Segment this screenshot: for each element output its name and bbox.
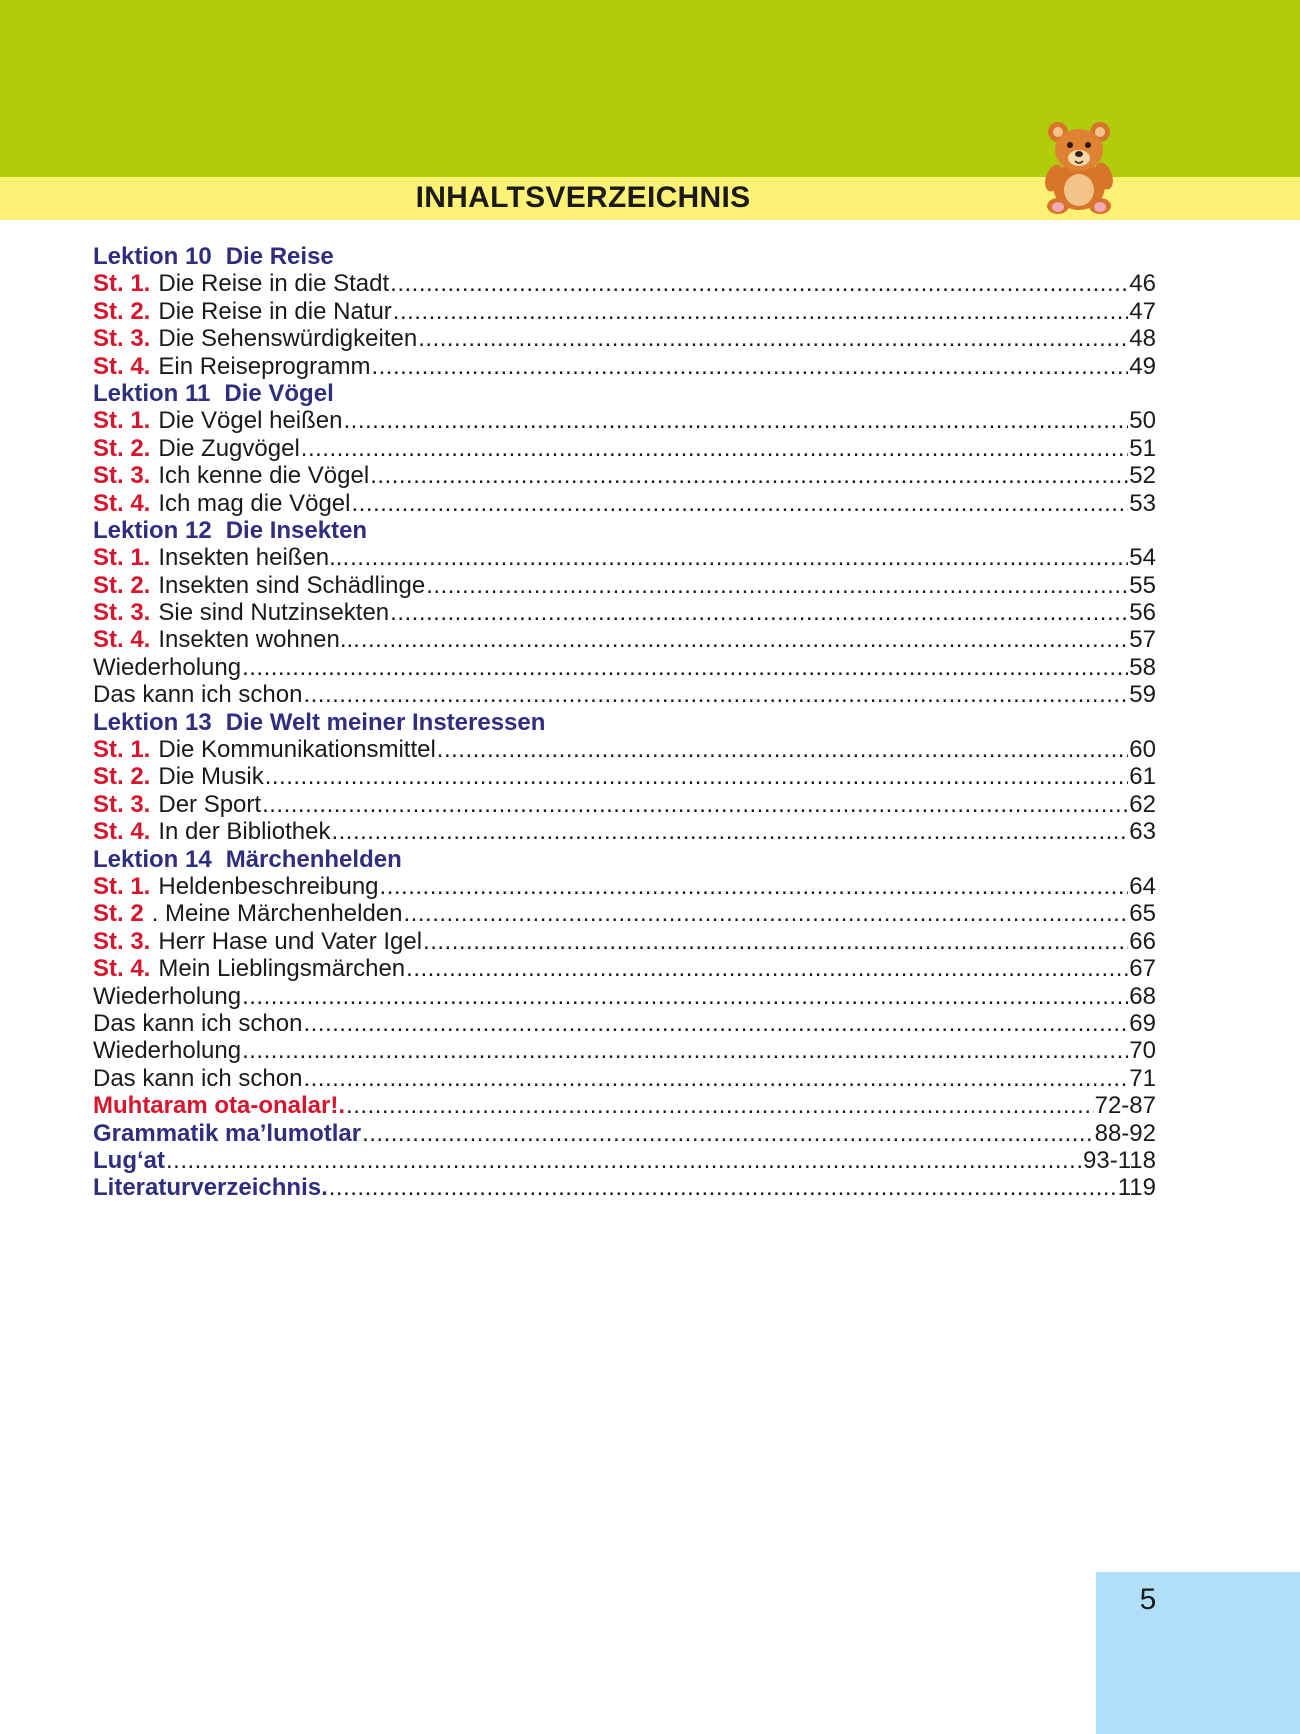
entry-title: Ich mag die Vögel xyxy=(158,489,351,517)
entry-page-number: 46 xyxy=(1129,270,1156,298)
entry-prefix: St. 4. xyxy=(93,352,151,380)
entry-prefix: St. 2. xyxy=(93,297,151,325)
dot-leader xyxy=(426,572,1128,599)
entry-page-number: 54 xyxy=(1129,544,1156,572)
entry-prefix: St. 2. xyxy=(93,763,151,791)
dot-leader xyxy=(406,955,1128,982)
entry-page-number: 50 xyxy=(1129,407,1156,435)
dot-leader xyxy=(242,654,1128,681)
entry-page-number: 65 xyxy=(1129,900,1156,928)
toc-lesson-heading xyxy=(93,846,1156,873)
entry-title: Heldenbeschreibung xyxy=(158,872,379,900)
toc-entry xyxy=(93,572,1156,599)
lesson-number: Lektion 11 xyxy=(93,379,211,407)
lesson-number: Lektion 10 xyxy=(93,243,212,270)
toc-lesson-heading xyxy=(93,243,1156,270)
dot-leader xyxy=(303,1065,1128,1092)
entry-page-number: 55 xyxy=(1129,571,1156,599)
dot-leader xyxy=(301,435,1129,462)
entry-prefix: St. 2. xyxy=(93,571,151,599)
entry-page-number: 67 xyxy=(1129,955,1156,983)
toc-lesson-heading xyxy=(93,709,1156,736)
toc-entry xyxy=(93,353,1156,380)
entry-prefix: St. 2. xyxy=(93,434,151,462)
entry-title: . Meine Märchenhelden xyxy=(151,900,403,928)
entry-title: Wiederholung xyxy=(93,1037,242,1065)
entry-page-number: 69 xyxy=(1129,1009,1156,1037)
entry-title: In der Bibliothek xyxy=(158,818,331,846)
entry-page-number: 58 xyxy=(1129,653,1156,681)
dot-leader xyxy=(265,763,1129,790)
dot-leader xyxy=(331,818,1128,845)
entry-prefix: St. 3. xyxy=(93,599,151,627)
table-of-contents xyxy=(93,243,1156,1202)
toc-entry xyxy=(93,544,1156,571)
entry-title: Muhtaram ota-onalar!. xyxy=(93,1092,346,1120)
entry-prefix: St. 1. xyxy=(93,872,151,900)
entry-prefix: St. 3. xyxy=(93,462,151,490)
lesson-title: Die Vögel xyxy=(224,379,334,407)
lesson-number: Lektion 13 xyxy=(93,708,212,736)
entry-page-number: 47 xyxy=(1129,297,1156,325)
toc-entry xyxy=(93,736,1156,763)
dot-leader xyxy=(390,270,1128,297)
toc-entry xyxy=(93,791,1156,818)
entry-title: Die Sehenswürdigkeiten xyxy=(158,325,418,353)
entry-page-number: 64 xyxy=(1129,872,1156,900)
entry-page-number: 70 xyxy=(1129,1037,1156,1065)
toc-entry xyxy=(93,298,1156,325)
toc-entry xyxy=(93,983,1156,1010)
entry-page-number: 61 xyxy=(1129,763,1156,791)
lesson-number: Lektion 14 xyxy=(93,845,212,873)
entry-page-number: 93-118 xyxy=(1083,1146,1156,1174)
toc-entry xyxy=(93,681,1156,708)
toc-entry xyxy=(93,1092,1156,1119)
lesson-title: Märchenhelden xyxy=(225,845,402,873)
toc-entry xyxy=(93,1147,1156,1174)
dot-leader xyxy=(390,599,1128,626)
entry-page-number: 49 xyxy=(1129,352,1156,380)
entry-prefix: St. 1. xyxy=(93,544,151,572)
toc-entry xyxy=(93,1037,1156,1064)
entry-title: Ein Reiseprogramm xyxy=(158,352,371,380)
teddy-bear-icon xyxy=(1038,120,1120,216)
entry-title: Literaturverzeichnis. xyxy=(93,1174,328,1202)
lesson-title: Die Welt meiner Insteressen xyxy=(225,708,546,736)
entry-prefix: St. 2 xyxy=(93,900,144,928)
toc-entry xyxy=(93,407,1156,434)
entry-prefix: St. 4. xyxy=(93,489,151,517)
dot-leader xyxy=(393,298,1129,325)
toc-entry xyxy=(93,599,1156,626)
toc-lesson-heading xyxy=(93,380,1156,407)
entry-page-number: 48 xyxy=(1129,325,1156,353)
entry-title: Die Reise in die Stadt xyxy=(158,270,390,298)
entry-prefix: St. 4. xyxy=(93,955,151,983)
dot-leader xyxy=(329,1174,1117,1201)
toc-entry xyxy=(93,1010,1156,1037)
entry-prefix: St. 3. xyxy=(93,927,151,955)
entry-title: Die Vögel heißen xyxy=(158,407,343,435)
dot-leader xyxy=(361,626,1128,653)
toc-entry xyxy=(93,873,1156,900)
toc-entry xyxy=(93,626,1156,653)
page-title: INHALTSVERZEICHNIS xyxy=(415,181,751,214)
entry-title: Insekten sind Schädlinge xyxy=(158,571,426,599)
entry-prefix: St. 1. xyxy=(93,736,151,764)
entry-title: Wiederholung xyxy=(93,653,242,681)
toc-entry xyxy=(93,490,1156,517)
entry-title: Die Musik xyxy=(158,763,264,791)
dot-leader xyxy=(303,1010,1128,1037)
entry-page-number: 119 xyxy=(1117,1174,1156,1202)
lesson-number: Lektion 12 xyxy=(93,516,212,544)
dot-leader xyxy=(303,681,1128,708)
entry-title: Die Reise in die Natur xyxy=(158,297,392,325)
dot-leader xyxy=(262,791,1128,818)
entry-page-number: 56 xyxy=(1129,599,1156,627)
toc-entry xyxy=(93,763,1156,790)
dot-leader xyxy=(362,1120,1094,1147)
dot-leader xyxy=(371,353,1128,380)
entry-title: Das kann ich schon xyxy=(93,681,303,709)
toc-entry xyxy=(93,1065,1156,1092)
entry-page-number: 60 xyxy=(1129,736,1156,764)
toc-entry xyxy=(93,270,1156,297)
entry-title: Wiederholung xyxy=(93,982,242,1010)
entry-prefix: St. 1. xyxy=(93,270,151,298)
entry-title: Grammatik ma’lumotlar xyxy=(93,1119,362,1147)
toc-entry xyxy=(93,462,1156,489)
dot-leader xyxy=(166,1147,1082,1174)
lesson-title: Die Reise xyxy=(225,243,334,270)
toc-entry xyxy=(93,928,1156,955)
toc-entry xyxy=(93,900,1156,927)
dot-leader xyxy=(351,490,1128,517)
entry-prefix: St. 3. xyxy=(93,325,151,353)
toc-entry xyxy=(93,955,1156,982)
toc-entry xyxy=(93,818,1156,845)
dot-leader xyxy=(418,325,1128,352)
dot-leader xyxy=(350,544,1128,571)
entry-title: Sie sind Nutzinsekten xyxy=(158,599,390,627)
entry-title: Ich kenne die Vögel xyxy=(158,462,370,490)
toc-entry xyxy=(93,654,1156,681)
dot-leader xyxy=(346,1092,1094,1119)
entry-page-number: 53 xyxy=(1129,489,1156,517)
toc-entry xyxy=(93,1174,1156,1201)
entry-page-number: 66 xyxy=(1129,927,1156,955)
entry-title: Insekten heißen... xyxy=(158,544,350,572)
entry-prefix: St. 1. xyxy=(93,407,151,435)
dot-leader xyxy=(423,928,1128,955)
dot-leader xyxy=(370,462,1128,489)
entry-page-number: 63 xyxy=(1129,818,1156,846)
dot-leader xyxy=(343,407,1128,434)
entry-page-number: 59 xyxy=(1129,681,1156,709)
entry-title: Insekten wohnen... xyxy=(158,626,360,654)
entry-title: Die Zugvögel xyxy=(158,434,300,462)
toc-lesson-heading xyxy=(93,517,1156,544)
entry-title: Lug‘at xyxy=(93,1146,165,1174)
dot-leader xyxy=(242,1037,1128,1064)
dot-leader xyxy=(404,900,1129,927)
entry-prefix: St. 4. xyxy=(93,818,151,846)
entry-title: Das kann ich schon xyxy=(93,1064,303,1092)
toc-entry xyxy=(93,325,1156,352)
entry-page-number: 71 xyxy=(1129,1064,1156,1092)
entry-page-number: 52 xyxy=(1129,462,1156,490)
entry-title: Die Kommunikationsmittel xyxy=(158,736,436,764)
entry-page-number: 62 xyxy=(1129,790,1156,818)
entry-title: Der Sport xyxy=(158,790,262,818)
toc-entry xyxy=(93,435,1156,462)
page-number: 5 xyxy=(1139,1583,1157,1616)
entry-title: Herr Hase und Vater Igel xyxy=(158,927,423,955)
entry-title: Mein Lieblingsmärchen xyxy=(158,955,406,983)
entry-title: Das kann ich schon xyxy=(93,1009,303,1037)
dot-leader xyxy=(380,873,1129,900)
entry-page-number: 57 xyxy=(1129,626,1156,654)
dot-leader xyxy=(242,983,1128,1010)
dot-leader xyxy=(437,736,1129,763)
entry-page-number: 68 xyxy=(1129,982,1156,1010)
entry-prefix: St. 4. xyxy=(93,626,151,654)
entry-prefix: St. 3. xyxy=(93,790,151,818)
lesson-title: Die Insekten xyxy=(225,516,368,544)
entry-page-number: 72-87 xyxy=(1094,1092,1156,1120)
entry-page-number: 88-92 xyxy=(1094,1119,1156,1147)
toc-entry xyxy=(93,1120,1156,1147)
entry-page-number: 51 xyxy=(1129,434,1156,462)
